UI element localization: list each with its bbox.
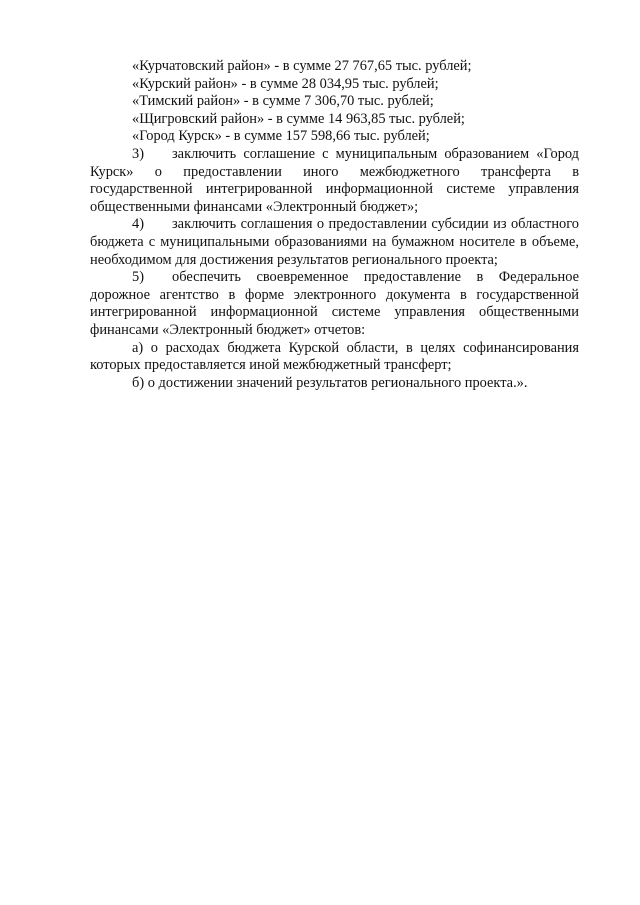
item-5-text-line-2: дорожное агентство в форме электронного документа в государственной xyxy=(90,286,579,303)
district-line-kursk-district: «Курский район» - в сумме 28 034,95 тыс. рублей; xyxy=(132,75,439,92)
item-3-text-line-2: Курск» о предоставлении иного межбюджетного трансферта в xyxy=(90,163,579,180)
item-5-number: 5) xyxy=(132,269,144,286)
item-3-first-line xyxy=(90,146,579,164)
district-line-shchigry: «Щигровский район» - в сумме 14 963,85 тыс. рублей; xyxy=(132,110,465,127)
sub-item-a-line-1: а) о расходах бюджета Курской области, в целях софинансирования xyxy=(132,339,579,356)
item-4-text-line-2: бюджета с муниципальными образованиями на бумажном носителе в объеме, xyxy=(90,233,579,250)
district-line-kursk-city: «Город Курск» - в сумме 157 598,66 тыс. рублей; xyxy=(132,128,430,145)
document-body xyxy=(90,58,579,392)
item-4-first-line xyxy=(90,216,579,234)
item-3-text-line-3: государственной интегрированной информационной системе управления xyxy=(90,181,579,198)
item-5-text-line-1: обеспечить своевременное предоставление в Федеральное xyxy=(172,269,579,286)
item-3-text-line-4: общественными финансами «Электронный бюджет»; xyxy=(90,198,419,215)
item-4-text-line-1: заключить соглашения о предоставлении субсидии из областного xyxy=(172,216,579,233)
district-line-kurchatov: «Курчатовский район» - в сумме 27 767,65 тыс. рублей; xyxy=(132,58,472,74)
sub-item-a-line-2: которых предоставляется иной межбюджетный трансферт; xyxy=(90,357,452,374)
item-3-number: 3) xyxy=(132,145,144,162)
item-4-text-line-3: необходимом для достижения результатов регионального проекта; xyxy=(90,251,498,268)
item-5-text-line-3: интегрированной информационной системе управления общественными xyxy=(90,304,579,321)
item-5-first-line xyxy=(90,269,579,287)
sub-item-b-line-1: б) о достижении значений результатов регионального проекта.». xyxy=(132,374,528,391)
item-4-number: 4) xyxy=(132,216,144,233)
item-3-text-line-1: заключить соглашение с муниципальным образованием «Город xyxy=(172,145,579,162)
district-line-tim: «Тимский район» - в сумме 7 306,70 тыс. рублей; xyxy=(132,93,434,110)
item-5-text-line-4: финансами «Электронный бюджет» отчетов: xyxy=(90,321,366,338)
